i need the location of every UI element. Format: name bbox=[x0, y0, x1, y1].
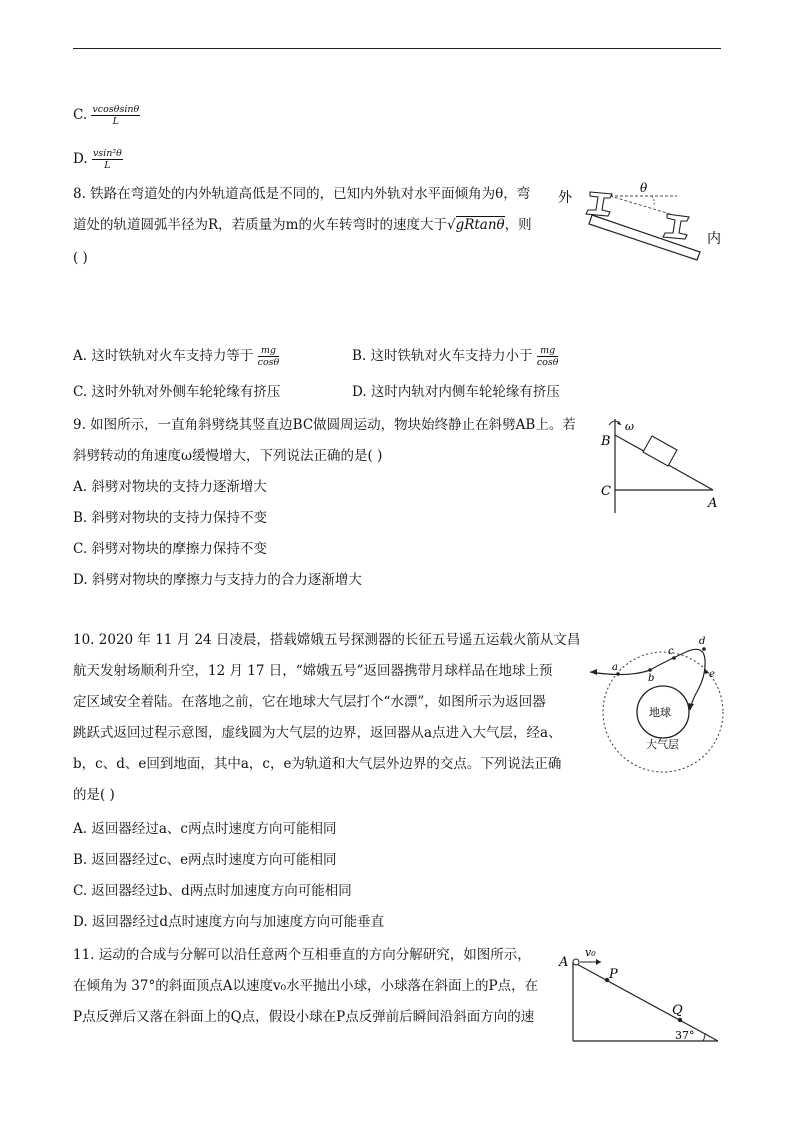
q11-fig-ball bbox=[573, 959, 579, 965]
q10-fig-point-b bbox=[648, 668, 652, 672]
header-rule bbox=[73, 48, 721, 49]
q10-stem-line1: 10. 2020 年 11 月 24 日凌晨，搭载嫦娥五号探测器的长征五号遥五运载火箭从文昌 bbox=[73, 632, 581, 648]
q9-option-a: A. 斜劈对物块的支持力逐渐增大 bbox=[73, 479, 267, 495]
q8-fig-outer-rail bbox=[586, 192, 612, 216]
q7-option-d-label: D. bbox=[73, 151, 88, 167]
q9-option-d: D. 斜劈对物块的摩擦力与支持力的合力逐渐增大 bbox=[73, 572, 362, 588]
q8-option-a bbox=[73, 345, 279, 368]
sqrt-icon: √ bbox=[446, 217, 456, 233]
q10-stem-line2: 航天发射场顺利升空，12 月 17 日，“嫦娥五号”返回器携带月球样品在地球上预 bbox=[73, 663, 553, 679]
q8-answer-blank: ( ) bbox=[73, 250, 88, 266]
q7-option-c-fraction bbox=[91, 104, 140, 127]
q9-option-b: B. 斜劈对物块的支持力保持不变 bbox=[73, 510, 268, 526]
q8-option-a-numerator: mg bbox=[258, 345, 280, 357]
q8-fig-angle-arc bbox=[652, 196, 654, 205]
q10-option-a: A. 返回器经过a、c两点时速度方向可能相同 bbox=[73, 821, 337, 837]
q10-fig-label-b: b bbox=[648, 673, 655, 684]
q10-stem-line5: b，c、d、e回到地面，其中a，c，e为轨道和大气层外边界的交点。下列说法正确 bbox=[73, 756, 562, 772]
q7-option-d-numerator: vsin²θ bbox=[92, 148, 122, 159]
q10-option-b: B. 返回器经过c、e两点时速度方向可能相同 bbox=[73, 852, 337, 868]
q7-option-c-label: C. bbox=[73, 107, 88, 123]
q11-fig-incline bbox=[573, 962, 718, 1041]
q9-fig-label-a: A bbox=[708, 496, 718, 511]
q10-stem-line6: 的是( ) bbox=[73, 787, 115, 803]
q8-fig-outer-label: 外 bbox=[558, 190, 572, 206]
q11-stem-line3: P点反弹后又落在斜面上的Q点，假设小球在P点反弹前后瞬间沿斜面方向的速 bbox=[73, 1009, 535, 1025]
q8-stem-line1: 8. 铁路在弯道处的内外轨道高低是不同的，已知内外轨对水平面倾角为θ，弯 bbox=[73, 186, 531, 202]
q10-fig-label-e: e bbox=[709, 669, 715, 680]
q9-fig-label-b: B bbox=[601, 434, 611, 449]
q7-option-c bbox=[73, 104, 140, 127]
q8-option-b-denominator: cosθ bbox=[536, 357, 559, 368]
q11-fig-velocity-arrowhead-icon bbox=[596, 959, 601, 965]
q11-fig-label-q: Q bbox=[672, 1003, 683, 1018]
q11-stem-line1: 11. 运动的合成与分解可以沿任意两个互相垂直的方向分解研究，如图所示， bbox=[73, 947, 531, 963]
q8-fig-base bbox=[589, 215, 700, 260]
q10-fig-point-d bbox=[702, 647, 706, 651]
q11-fig-label-v0: v₀ bbox=[585, 946, 596, 959]
q7-option-c-denominator: L bbox=[112, 116, 119, 127]
q10-fig-point-e bbox=[704, 670, 708, 674]
q9-fig-omega-label: ω bbox=[625, 420, 634, 433]
q9-stem-line1: 9. 如图所示，一直角斜劈绕其竖直边BC做圆周运动，物块始终静止在斜劈AB上。若 bbox=[73, 417, 576, 433]
q8-sqrt-content: gRtanθ bbox=[455, 217, 505, 233]
q8-fig-slope-line bbox=[610, 196, 677, 216]
q10-fig-label-c: c bbox=[668, 646, 674, 657]
q7-option-d-denominator: L bbox=[104, 160, 111, 171]
q7-option-d bbox=[73, 148, 123, 171]
q8-option-b-text: B. 这时铁轨对火车支持力小于 bbox=[352, 348, 533, 364]
q10-fig-earth-label: 地球 bbox=[649, 706, 671, 719]
q11-fig-label-a: A bbox=[559, 955, 569, 970]
q8-stem-line2-text: 道处的轨道圆弧半径为R，若质量为m的火车转弯时的速度大于 bbox=[73, 217, 447, 233]
q10-fig-trajectory-arrow-icon bbox=[590, 669, 597, 675]
q11-incline-figure bbox=[555, 944, 725, 1046]
q8-option-d: D. 这时内轨对内侧车轮轮缘有挤压 bbox=[352, 384, 560, 400]
q7-option-d-fraction bbox=[92, 148, 123, 171]
q8-stem-line2 bbox=[73, 215, 532, 235]
q8-option-b-numerator: mg bbox=[537, 345, 559, 357]
q8-option-c: C. 这时外轨对外侧车轮轮缘有挤压 bbox=[73, 384, 281, 400]
q8-option-b bbox=[352, 345, 558, 368]
q10-stem-line4: 跳跃式返回过程示意图，虚线圆为大气层的边界，返回器从a点进入大气层，经a、 bbox=[73, 725, 562, 741]
q9-fig-block bbox=[643, 436, 677, 466]
q9-wedge-figure bbox=[595, 415, 730, 515]
q9-fig-label-c: C bbox=[601, 484, 611, 499]
q11-fig-angle-arc bbox=[703, 1033, 705, 1041]
q8-track-figure bbox=[552, 180, 727, 270]
q11-fig-label-p: P bbox=[609, 967, 618, 982]
q10-option-d: D. 返回器经过d点时速度方向与加速度方向可能垂直 bbox=[73, 914, 385, 930]
q10-fig-atmosphere-label: 大气层 bbox=[646, 738, 679, 751]
q8-stem-line2-end: ，则 bbox=[504, 217, 532, 233]
q11-fig-angle-label: 37° bbox=[675, 1029, 695, 1042]
q9-option-c: C. 斜劈对物块的摩擦力保持不变 bbox=[73, 541, 267, 557]
q10-stem-line3: 定区域安全着陆。在落地之前，它在地球大气层打个“水漂”，如图所示为返回器 bbox=[73, 694, 546, 710]
q11-fig-point-q bbox=[678, 1018, 682, 1022]
q11-stem-line2: 在倾角为 37°的斜面顶点A以速度v₀水平抛出小球，小球落在斜面上的P点，在 bbox=[73, 978, 539, 994]
q8-fig-inner-label: 内 bbox=[707, 231, 721, 247]
q8-option-a-fraction bbox=[258, 345, 280, 368]
q7-option-c-numerator: vcosθsinθ bbox=[92, 104, 140, 115]
q10-reentry-figure bbox=[588, 630, 733, 780]
q8-fig-inner-rail bbox=[663, 214, 689, 239]
q10-fig-label-d: d bbox=[699, 636, 706, 647]
q8-option-a-text: A. 这时铁轨对火车支持力等于 bbox=[73, 348, 254, 364]
q8-fig-theta-label: θ bbox=[640, 181, 648, 195]
q10-fig-label-a: a bbox=[612, 662, 618, 673]
q10-option-c: C. 返回器经过b、d两点时加速度方向可能相同 bbox=[73, 883, 352, 899]
q8-option-b-fraction bbox=[537, 345, 559, 368]
q8-option-a-denominator: cosθ bbox=[257, 357, 280, 368]
q9-stem-line2: 斜劈转动的角速度ω缓慢增大，下列说法正确的是( ) bbox=[73, 448, 383, 464]
